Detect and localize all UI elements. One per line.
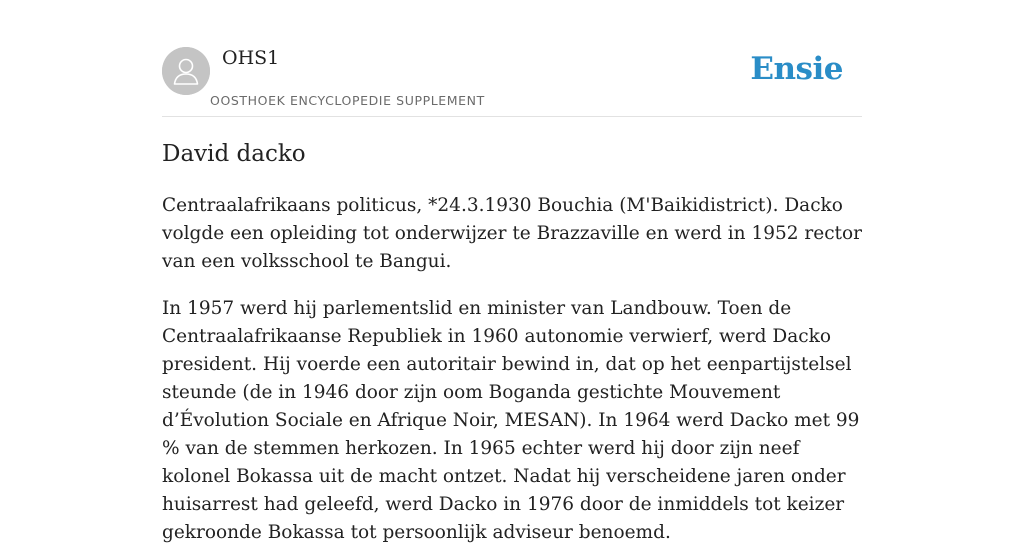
- article: [162, 138, 867, 547]
- user-silhouette-icon[interactable]: [162, 47, 210, 95]
- article-body: [162, 192, 867, 547]
- paragraph: In 1957 werd hij parlementslid en minister van Landbouw. Toen de Centraalafrikaanse Republiek in 1960 autonomie verwierf, werd Dacko president. Hij voerde een autoritair bewind in, dat op het eenpartijstelsel steunde (de in 1946 door zijn oom Boganda gestichte Mouvement d’Évolution Sociale en Afrique Noir, MESAN). In 1964 werd Dacko met 99 % van de stemmen herkozen. In 1965 echter werd hij door zijn neef kolonel Bokassa uit de macht ontzet. Nadat hij verscheidene jaren onder huisarrest had geleefd, werd Dacko in 1976 door de inmiddels tot keizer gekroonde Bokassa tot persoonlijk adviseur benoemd.: [162, 298, 860, 543]
- article-header: [162, 0, 862, 117]
- article-title: David dacko: [162, 141, 306, 167]
- source-label[interactable]: OOSTHOEK ENCYCLOPEDIE SUPPLEMENT: [210, 93, 485, 108]
- paragraph: Centraalafrikaans politicus, *24.3.1930 Bouchia (M'Baikidistrict). Dacko volgde een opleiding tot onderwijzer te Brazzaville en werd in 1952 rector van een volksschool te Bangui.: [162, 195, 862, 272]
- author-name[interactable]: OHS1: [222, 47, 280, 69]
- ensie-logo[interactable]: Ensie: [750, 51, 843, 87]
